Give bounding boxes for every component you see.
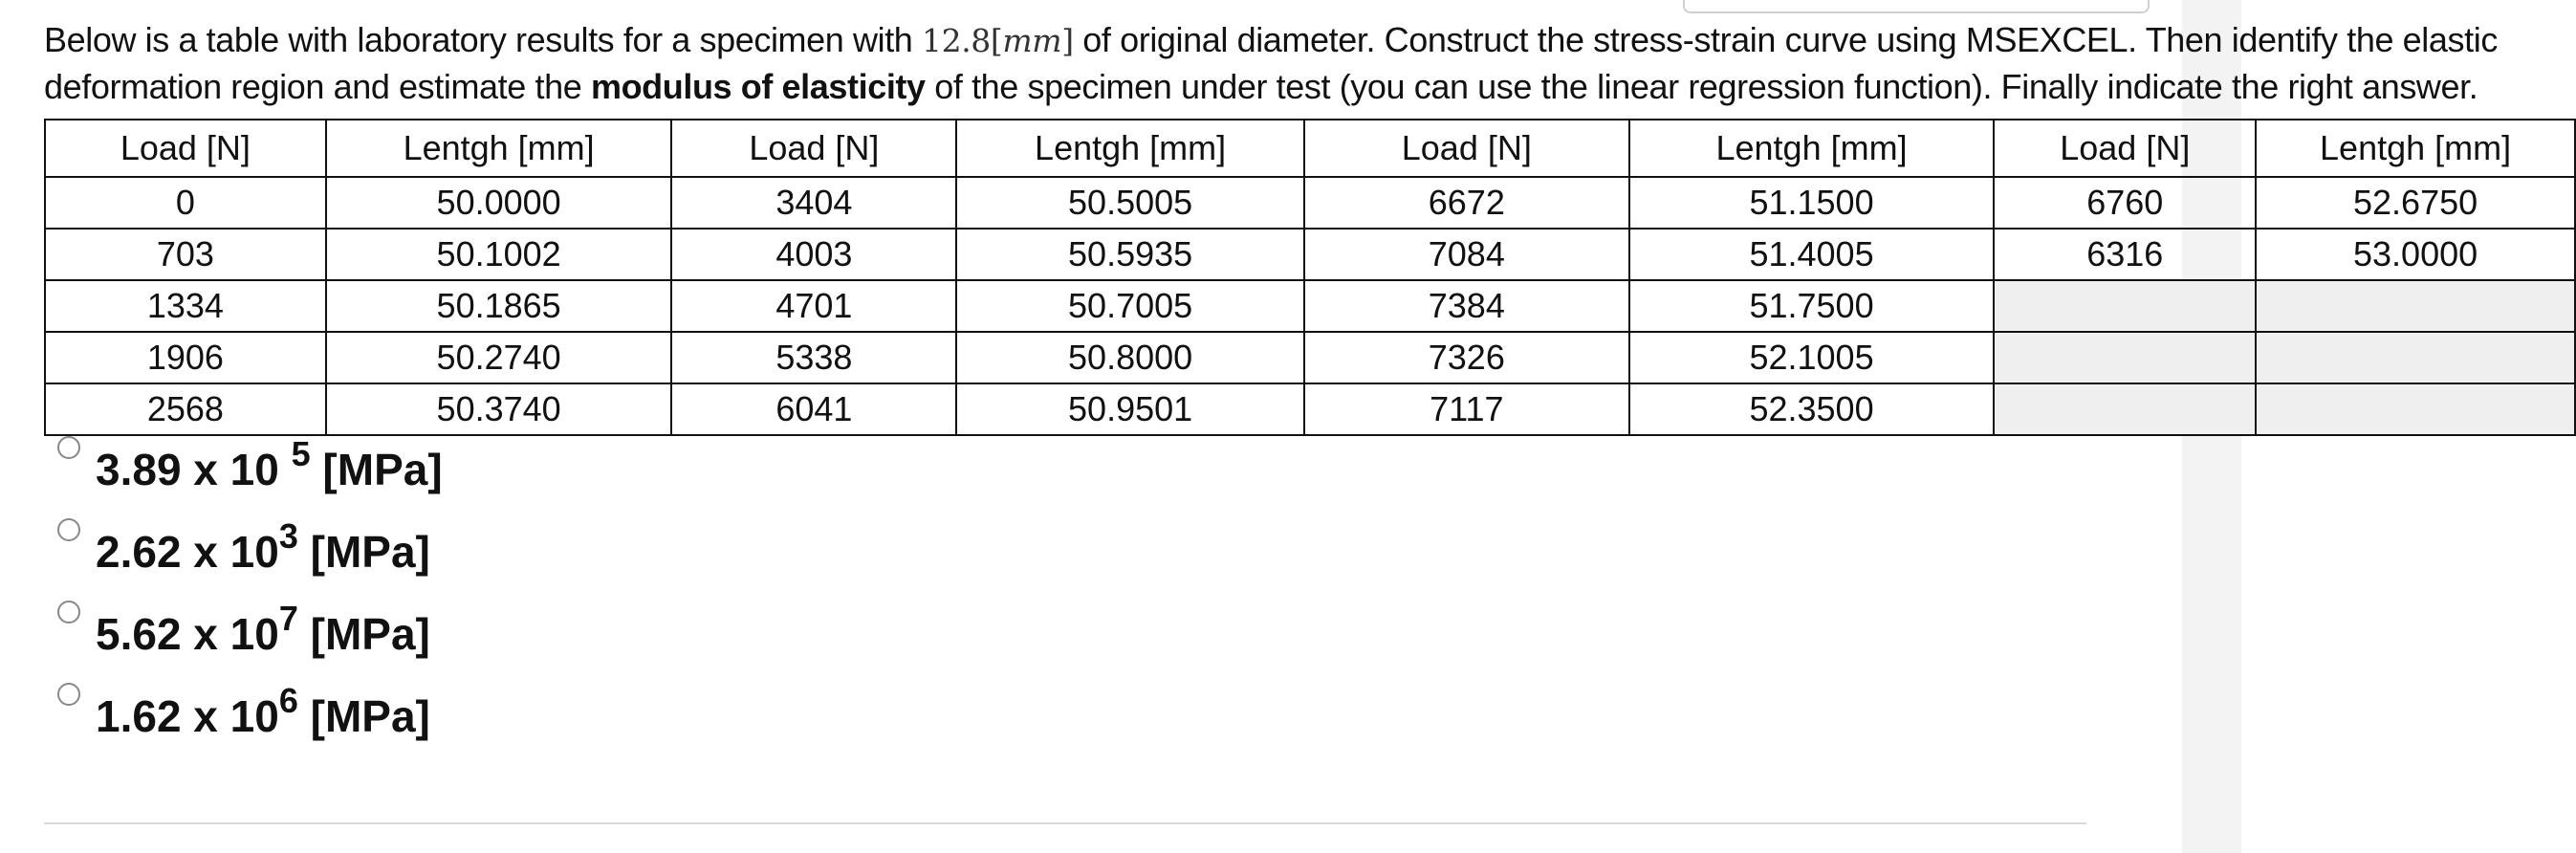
table-cell-empty xyxy=(2256,280,2575,332)
table-cell: 50.1865 xyxy=(326,280,672,332)
question-part-1: Below is a table with laboratory results for a specimen with xyxy=(44,20,923,59)
table-row xyxy=(45,177,2575,229)
table-cell: 6760 xyxy=(1994,177,2256,229)
header-cell: Lentgh [mm] xyxy=(326,120,672,177)
table-cell: 51.1500 xyxy=(1629,177,1995,229)
table-cell-empty xyxy=(1994,383,2256,435)
answer-mantissa: 2.62 x 10 xyxy=(96,527,279,577)
radio-button[interactable] xyxy=(57,436,80,459)
answer-unit: [MPa] xyxy=(297,527,430,577)
radio-button[interactable] xyxy=(57,601,80,623)
answer-exponent: 6 xyxy=(278,681,298,720)
table-cell: 6316 xyxy=(1994,229,2256,280)
table-cell: 53.0000 xyxy=(2256,229,2575,280)
table-cell: 50.3740 xyxy=(326,383,672,435)
question-part-3: of the specimen under test (you can use the linear regression function). Finally indicate the right answer. xyxy=(925,67,2478,106)
question-part-2: of original diameter. Construct the stress-strain curve using MSEXCEL. Then identify the elastic deformation region and estimate the xyxy=(44,20,2498,106)
table-cell: 1334 xyxy=(45,280,326,332)
table-cell: 50.0000 xyxy=(326,177,672,229)
table-cell: 3404 xyxy=(671,177,956,229)
answer-text[interactable] xyxy=(96,516,430,578)
answer-unit: [MPa] xyxy=(297,691,430,741)
table-row xyxy=(45,332,2575,383)
header-cell: Lentgh [mm] xyxy=(1629,120,1995,177)
divider xyxy=(44,822,2086,824)
table-cell-empty xyxy=(1994,332,2256,383)
table-cell: 1906 xyxy=(45,332,326,383)
radio-button[interactable] xyxy=(57,518,80,541)
answer-text[interactable] xyxy=(96,681,430,742)
header-cell: Load [N] xyxy=(45,120,326,177)
table-cell: 50.2740 xyxy=(326,332,672,383)
table-cell: 50.5005 xyxy=(956,177,1304,229)
header-cell: Load [N] xyxy=(1304,120,1629,177)
answer-mantissa: 3.89 x 10 xyxy=(96,445,292,494)
header-cell: Load [N] xyxy=(1994,120,2256,177)
table-cell: 7084 xyxy=(1304,229,1629,280)
answer-text[interactable] xyxy=(96,434,443,495)
table-row xyxy=(45,229,2575,280)
answer-exponent: 7 xyxy=(278,599,298,638)
table-cell: 50.5935 xyxy=(956,229,1304,280)
answer-mantissa: 5.62 x 10 xyxy=(96,609,279,659)
table-cell: 7326 xyxy=(1304,332,1629,383)
answer-exponent: 5 xyxy=(291,434,311,473)
table-cell: 6041 xyxy=(671,383,956,435)
answer-exponent: 3 xyxy=(278,516,298,556)
table-cell: 50.8000 xyxy=(956,332,1304,383)
answer-unit: [MPa] xyxy=(310,445,443,494)
table-cell: 52.6750 xyxy=(2256,177,2575,229)
results-table xyxy=(44,119,2576,436)
table-cell: 6672 xyxy=(1304,177,1629,229)
answer-mantissa: 1.62 x 10 xyxy=(96,691,279,741)
table-cell: 4701 xyxy=(671,280,956,332)
diameter-math: 12.8[mm] xyxy=(922,22,1074,59)
table-header-row xyxy=(45,120,2575,177)
table-cell: 7117 xyxy=(1304,383,1629,435)
table-cell: 4003 xyxy=(671,229,956,280)
table-row xyxy=(45,383,2575,435)
table-cell: 52.1005 xyxy=(1629,332,1995,383)
header-cell: Lentgh [mm] xyxy=(2256,120,2575,177)
question-bold-term: modulus of elasticity xyxy=(590,67,926,106)
diameter-value: 12.8 xyxy=(922,22,991,59)
table-cell: 5338 xyxy=(671,332,956,383)
table-cell: 50.9501 xyxy=(956,383,1304,435)
radio-button[interactable] xyxy=(57,683,80,706)
table-cell: 50.7005 xyxy=(956,280,1304,332)
table-cell: 2568 xyxy=(45,383,326,435)
header-cell: Lentgh [mm] xyxy=(956,120,1304,177)
question-text xyxy=(44,17,2549,110)
table-cell-empty xyxy=(1994,280,2256,332)
table-row xyxy=(45,280,2575,332)
table-cell: 51.7500 xyxy=(1629,280,1995,332)
table-cell: 51.4005 xyxy=(1629,229,1995,280)
table-cell: 7384 xyxy=(1304,280,1629,332)
table-cell: 52.3500 xyxy=(1629,383,1995,435)
top-tab xyxy=(1683,0,2150,13)
table-cell-empty xyxy=(2256,332,2575,383)
table-cell: 703 xyxy=(45,229,326,280)
table-cell: 50.1002 xyxy=(326,229,672,280)
table-cell-empty xyxy=(2256,383,2575,435)
table-cell: 0 xyxy=(45,177,326,229)
answer-text[interactable] xyxy=(96,599,430,660)
header-cell: Load [N] xyxy=(671,120,956,177)
diameter-unit: mm xyxy=(1002,22,1062,59)
answer-unit: [MPa] xyxy=(297,609,430,659)
